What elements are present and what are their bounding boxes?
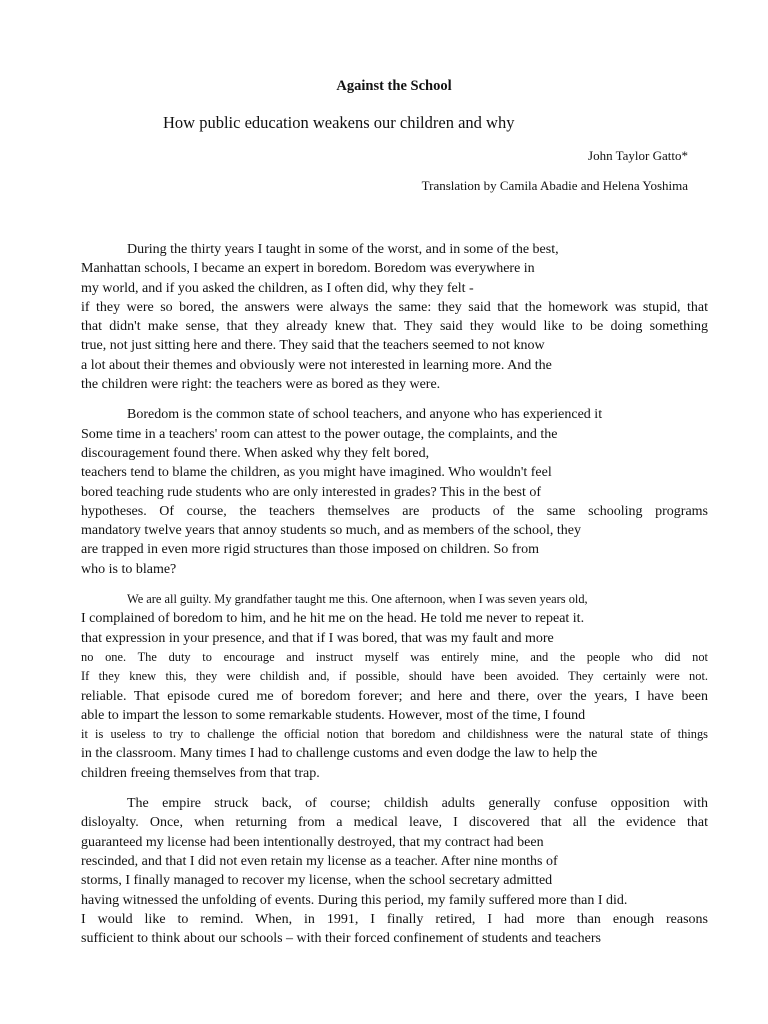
text-line: that didn't make sense, that they already knew that. They said they would like to be doing something: [81, 319, 708, 335]
paragraph-3: [81, 590, 708, 783]
text-line: The empire struck back, of course; childish adults generally confuse opposition with: [127, 796, 708, 812]
text-line: If they knew this, they were childish and, if possible, should have been avoided. They certainly were not.: [81, 669, 708, 684]
text-line: guaranteed my license had been intentionally destroyed, that my contract had been: [81, 834, 544, 850]
text-line: sufficient to think about our schools – with their forced confinement of students and teachers: [81, 931, 601, 947]
text-line: are trapped in even more rigid structures than those imposed on children. So from: [81, 542, 539, 558]
text-line: rescinded, and that I did not even retain my license as a teacher. After nine months of: [81, 853, 558, 869]
document-body: [81, 240, 708, 959]
text-line: having witnessed the unfolding of events. During this period, my family suffered more than I did.: [81, 892, 628, 908]
text-line: disloyalty. Once, when returning from a medical leave, I discovered that all the evidence that: [81, 815, 708, 831]
text-line: if they were so bored, the answers were always the same: they said that the homework was stupid, that: [81, 299, 708, 315]
text-line: During the thirty years I taught in some of the worst, and in some of the best,: [127, 242, 559, 257]
text-line: I would like to remind. When, in 1991, I finally retired, I had more than enough reasons: [81, 911, 708, 927]
document-title: Against the School: [336, 78, 452, 94]
text-line: teachers tend to blame the children, as you might have imagined. Who wouldn't feel: [81, 465, 552, 481]
text-line: reliable. That episode cured me of boredom forever; and here and there, over the years, I have been: [81, 688, 708, 704]
text-line: the children were right: the teachers were as bored as they were.: [81, 377, 441, 393]
document-subtitle: How public education weakens our children and why: [163, 113, 515, 132]
text-line: We are all guilty. My grandfather taught me this. One afternoon, when I was seven years old,: [127, 592, 588, 607]
text-line: Manhattan schools, I became an expert in boredom. Boredom was everywhere in: [81, 261, 535, 277]
text-line: no one. The duty to encourage and instruct myself was entirely mine, and the people who did not: [81, 649, 708, 664]
text-line: I complained of boredom to him, and he hit me on the head. He told me never to repeat it.: [81, 611, 585, 627]
text-line: that expression in your presence, and that if I was bored, that was my fault and more: [81, 630, 554, 646]
text-line: it is useless to try to challenge the official notion that boredom and childishness were the natural state of things: [81, 727, 708, 742]
text-line: true, not just sitting here and there. They said that the teachers seemed to not know: [81, 338, 545, 354]
text-line: able to impart the lesson to some remarkable students. However, most of the time, I found: [81, 707, 586, 723]
translation-credit: Translation by Camila Abadie and Helena Yoshima: [421, 178, 688, 193]
text-line: Some time in a teachers' room can attest to the power outage, the complaints, and the: [81, 426, 558, 442]
text-line: children freeing themselves from that trap.: [81, 765, 320, 781]
author-line: John Taylor Gatto*: [588, 148, 688, 163]
text-line: mandatory twelve years that annoy students so much, and as members of the school, they: [81, 523, 581, 539]
text-line: discouragement found there. When asked why they felt bored,: [81, 445, 430, 461]
text-line: my world, and if you asked the children, as I often did, why they felt -: [81, 280, 474, 296]
paragraph-2: [81, 405, 708, 579]
text-line: hypotheses. Of course, the teachers themselves are products of the same schooling programs: [81, 503, 708, 519]
text-line: bored teaching rude students who are only interested in grades? This in the best of: [81, 484, 542, 500]
text-line: storms, I finally managed to recover my license, when the school secretary admitted: [81, 873, 553, 889]
text-line: a lot about their themes and obviously were not interested in learning more. And the: [81, 357, 552, 373]
text-line: who is to blame?: [81, 561, 177, 577]
text-line: in the classroom. Many times I had to challenge customs and even dodge the law to help the: [81, 746, 598, 762]
paragraph-1: [81, 240, 708, 394]
paragraph-4: [81, 794, 708, 948]
text-line: Boredom is the common state of school teachers, and anyone who has experienced it: [127, 407, 603, 423]
